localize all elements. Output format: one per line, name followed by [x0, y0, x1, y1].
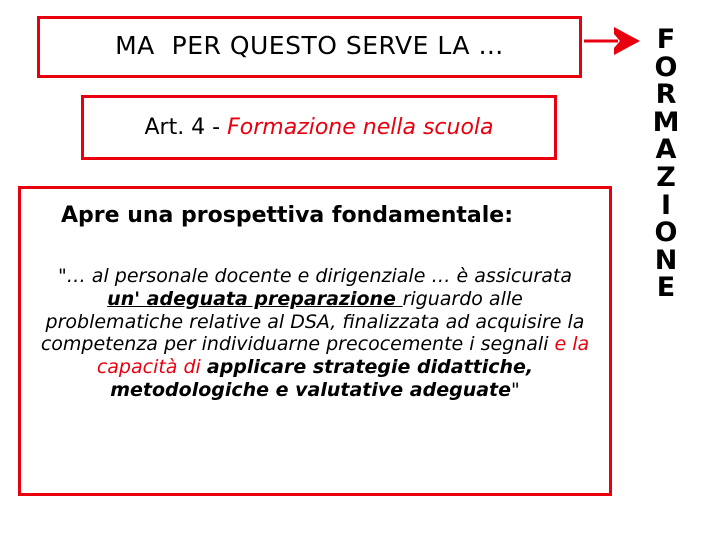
- vertical-letter: I: [660, 189, 672, 221]
- vertical-letter: E: [656, 272, 676, 304]
- article-prefix: Art. 4 -: [144, 115, 228, 140]
- article-name: Formazione nella scuola: [227, 115, 494, 140]
- quote-part1: "… al personale docente e dirigenziale … è assicurata: [58, 265, 572, 287]
- vertical-letter: N: [654, 244, 678, 276]
- vertical-letter: M: [652, 106, 680, 138]
- main-box: [18, 186, 612, 496]
- vertical-letter: O: [654, 217, 678, 249]
- vertical-letter: F: [656, 24, 676, 55]
- vertical-letter: Z: [656, 161, 676, 193]
- arrow-right-icon: [584, 24, 642, 58]
- vertical-word: [640, 26, 692, 302]
- quote-part3: e la capacità di: [96, 333, 590, 379]
- vertical-letter: A: [655, 134, 677, 166]
- quote-text: [39, 265, 591, 402]
- quote-bold: applicare strategie didattiche, metodologiche e valutative adeguate: [110, 356, 534, 401]
- quote-closing: ": [511, 378, 520, 401]
- title-box: [37, 16, 582, 78]
- quote-part2: riguardo alle problematiche relative al DSA, finalizzata ad acquisire la competenza per individuarne precocemente i segnali: [40, 287, 585, 356]
- vertical-letter: O: [654, 51, 678, 83]
- article-box: [81, 95, 557, 160]
- article-line: [84, 115, 554, 140]
- vertical-letter: R: [655, 79, 677, 111]
- quote-underlined: un' adeguata preparazione: [107, 287, 403, 310]
- heading: Apre una prospettiva fondamentale:: [61, 203, 513, 228]
- slide-title: MA PER QUESTO SERVE LA …: [115, 31, 504, 60]
